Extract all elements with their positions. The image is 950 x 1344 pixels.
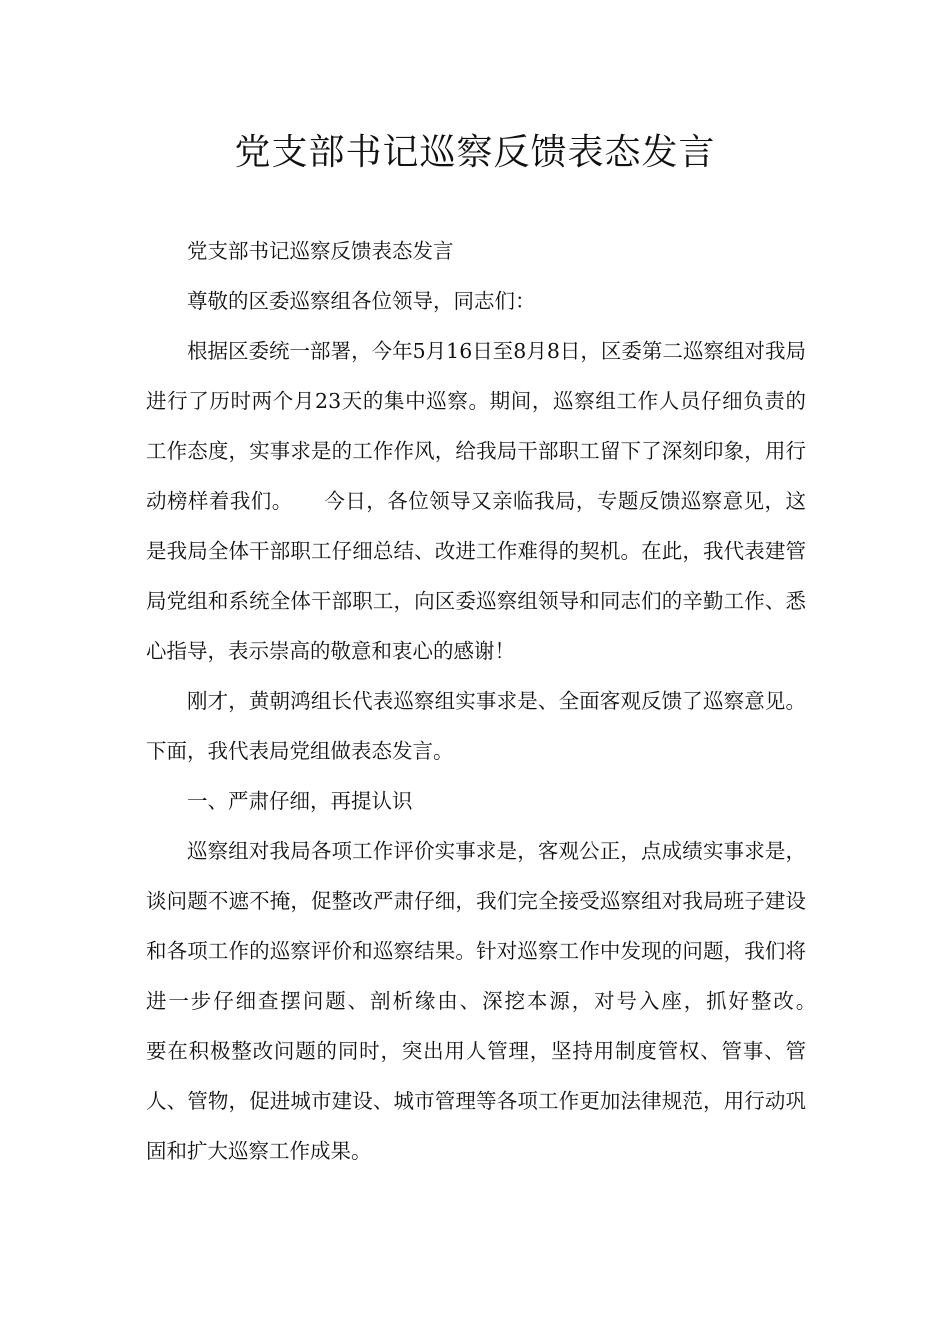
paragraph-background: 根据区委统一部署，今年5月16日至8月8日，区委第二巡察组对我局进行了历时两个月23天的集中巡察。期间，巡察组工作人员仔细负责的工作态度，实事求是的工作作风，给我局干部职工留下了深刻印象，用行动榜样着我们。 今日，各位领导又亲临我局，专题反馈巡察意见，这是我局全体干部职工仔细总结、改进工作难得的契机。在此，我代表建管局党组和系统全体干部职工，向区委巡察组领导和同志们的辛勤工作、悉心指导，表示崇高的敬意和衷心的感谢！	[146, 339, 806, 663]
paragraph-salutation: 尊敬的区委巡察组各位领导，同志们：	[187, 289, 536, 313]
document-body	[146, 226, 847, 1176]
paragraph-subtitle: 党支部书记巡察反馈表态发言	[187, 239, 454, 263]
section-heading-1: 一、严肃仔细，再提认识	[187, 789, 413, 813]
document-title: 党支部书记巡察反馈表态发言	[234, 132, 716, 173]
paragraph-transition: 刚才，黄朝鸿组长代表巡察组实事求是、全面客观反馈了巡察意见。下面，我代表局党组做表态发言。	[146, 689, 806, 763]
paragraph-section-1: 巡察组对我局各项工作评价实事求是，客观公正，点成绩实事求是，谈问题不遮不掩，促整改严肃仔细，我们完全接受巡察组对我局班子建设和各项工作的巡察评价和巡察结果。针对巡察工作中发现的问题，我们将进一步仔细查摆问题、剖析缘由、深挖本源，对号入座，抓好整改。 要在积极整改问题的同时，突出用人管理，坚持用制度管权、管事、管人、管物，促进城市建设、城市管理等各项工作更加法律规范，用行动巩固和扩大巡察工作成果。	[146, 839, 847, 1163]
